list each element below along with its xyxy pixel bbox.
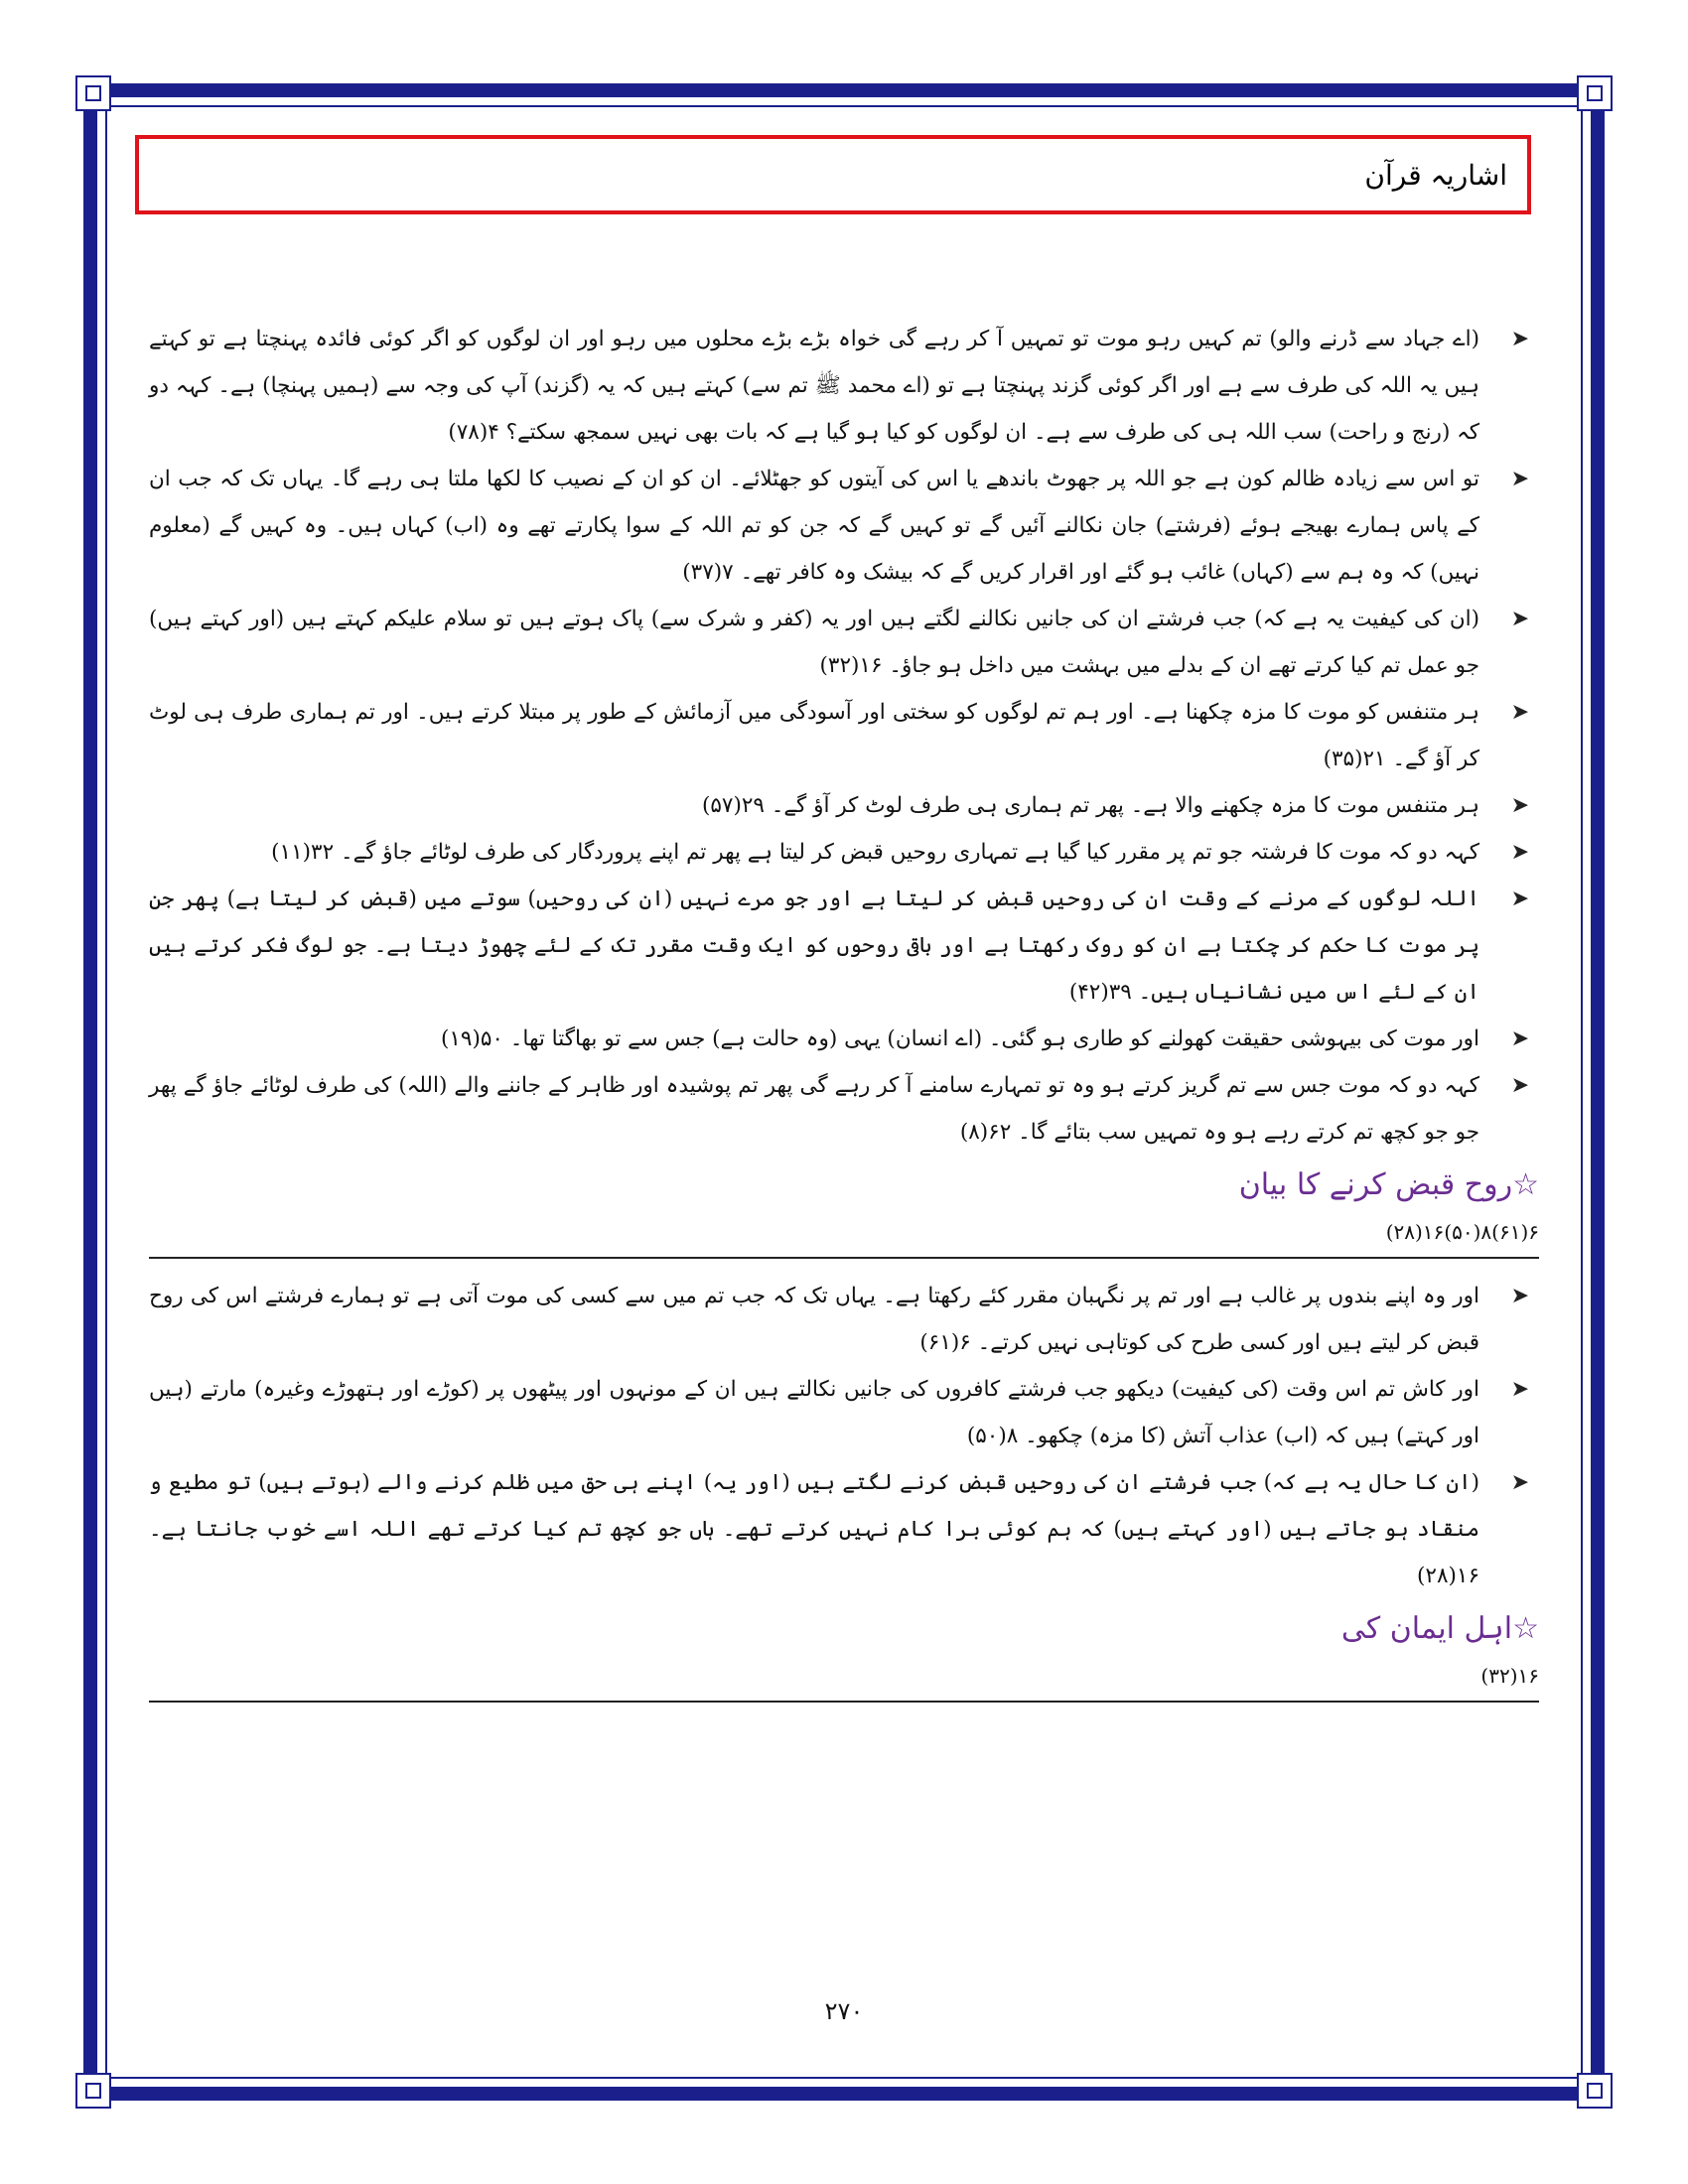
entry [149, 1366, 1539, 1459]
entry-text: ہر متنفس کو موت کا مزہ چکھنا ہے۔ اور ہم تم لوگوں کو سختی اور آسودگی میں آزمائش کے طور پر مبتلا کرتے ہیں۔ اور تم ہماری طرف ہی لوٹ کر آؤ گے۔ ۲۱(۳۵) [149, 700, 1479, 771]
entry [149, 689, 1539, 782]
arrow-bullet-icon: ➤ [1510, 1470, 1529, 1495]
section-heading-text: اہل ایمان کی [1340, 1611, 1513, 1646]
header-box [135, 135, 1531, 214]
reference-line: ۱۶(۳۲) [1480, 1664, 1539, 1688]
arrow-bullet-icon: ➤ [1510, 793, 1529, 818]
page-number: ۲۷۰ [824, 1997, 864, 2025]
corner-ornament [75, 2073, 111, 2109]
arrow-bullet-icon: ➤ [1510, 1073, 1529, 1098]
page-title: اشاریہ قرآن [1364, 158, 1507, 192]
star-icon: ☆ [1512, 1611, 1539, 1646]
section-heading-text: روح قبض کرنے کا بیان [1238, 1167, 1513, 1202]
entry [149, 782, 1539, 829]
entry-text: اور وہ اپنے بندوں پر غالب ہے اور تم پر نگہبان مقرر کئے رکھتا ہے۔ یہاں تک کہ جب تم میں سے کسی کی موت آتی ہے تو ہمارے فرشتے اس کی روح قبض کر لیتے ہیں اور کسی طرح کی کوتاہی نہیں کرتے۔ ۶(۶۱) [149, 1284, 1479, 1355]
arrow-bullet-icon: ➤ [1510, 887, 1529, 911]
entry-text: کہہ دو کہ موت جس سے تم گریز کرتے ہو وہ تو تمہارے سامنے آ کر رہے گی پھر تم پوشیدہ اور ظاہر کے جاننے والے (اللہ) کی طرف لوٹائے جاؤ گے پھر جو جو کچھ تم کرتے رہے ہو وہ تمہیں سب بتائے گا۔ ۶۲(۸) [149, 1073, 1479, 1145]
arrow-bullet-icon: ➤ [1510, 327, 1529, 351]
entry-text: (ان کا حال یہ ہے کہ) جب فرشتے ان کی روحیں قبض کرنے لگتے ہیں (اور یہ) اپنے ہی حق میں ظلم کرنے والے (ہوتے ہیں) تو مطیع و منقاد ہو جاتے ہیں (اور کہتے ہیں) کہ ہم کوئی برا کام نہیں کرتے تھے۔ ہاں جو کچھ تم کیا کرتے تھے اللہ اسے خوب جانتا ہے۔ ۱۶(۲۸) [149, 1470, 1479, 1588]
entry-text: اور موت کی بیہوشی حقیقت کھولنے کو طاری ہو گئی۔ (اے انسان) یہی (وہ حالت ہے) جس سے تو بھاگتا تھا۔ ۵۰(۱۹) [440, 1026, 1479, 1051]
arrow-bullet-icon: ➤ [1510, 1377, 1529, 1402]
entry [149, 1016, 1539, 1062]
arrow-bullet-icon: ➤ [1510, 467, 1529, 491]
entry [149, 829, 1539, 876]
entry [149, 1273, 1539, 1366]
entry-text: تو اس سے زیادہ ظالم کون ہے جو اللہ پر جھوٹ باندھے یا اس کی آیتوں کو جھٹلائے۔ ان کو ان کے نصیب کا لکھا ملتا ہی رہے گا۔ یہاں تک کہ جب ان کے پاس ہمارے بھیجے ہوئے (فرشتے) جان نکالنے آئیں گے تو کہیں گے کہ جن کو تم اللہ کے سوا پکارتے تھے وہ (اب) کہاں ہیں۔ وہ کہیں گے (معلوم نہیں) کہ وہ ہم سے (کہاں) غائب ہو گئے اور اقرار کریں گے کہ بیشک وہ کافر تھے۔ ۷(۳۷) [149, 467, 1479, 585]
entry [149, 1062, 1539, 1156]
arrow-bullet-icon: ➤ [1510, 607, 1529, 631]
divider [149, 1701, 1539, 1703]
entry [149, 596, 1539, 689]
corner-ornament [1577, 2073, 1613, 2109]
section-heading [149, 1603, 1539, 1655]
arrow-bullet-icon: ➤ [1510, 1284, 1529, 1308]
entry [149, 876, 1539, 1016]
entry-text: (اے جہاد سے ڈرنے والو) تم کہیں رہو موت تو تمہیں آ کر رہے گی خواہ بڑے بڑے محلوں میں رہو اور ان لوگوں کو اگر کوئی فائدہ پہنچتا ہے تو کہتے ہیں یہ اللہ کی طرف سے ہے اور اگر کوئی گزند پہنچتا ہے تو (اے محمد ﷺ تم سے) کہتے ہیں کہ یہ (گزند) آپ کی وجہ سے (ہمیں پہنچا) ہے۔ کہہ دو کہ (رنج و راحت) سب اللہ ہی کی طرف سے ہے۔ ان لوگوں کو کیا ہو گیا ہے کہ بات بھی نہیں سمجھ سکتے؟ ۴(۷۸) [149, 327, 1479, 445]
arrow-bullet-icon: ➤ [1510, 700, 1529, 725]
section-heading [149, 1160, 1539, 1211]
arrow-bullet-icon: ➤ [1510, 840, 1529, 865]
star-icon: ☆ [1512, 1167, 1539, 1202]
corner-ornament [1577, 75, 1613, 111]
divider [149, 1257, 1539, 1259]
corner-ornament [75, 75, 111, 111]
entry [149, 456, 1539, 596]
entry [149, 316, 1539, 456]
entry-text: (ان کی کیفیت یہ ہے کہ) جب فرشتے ان کی جانیں نکالنے لگتے ہیں اور یہ (کفر و شرک سے) پاک ہوتے ہیں تو سلام علیکم کہتے ہیں (اور کہتے ہیں) جو عمل تم کیا کرتے تھے ان کے بدلے میں بہشت میں داخل ہو جاؤ۔ ۱۶(۳۲) [149, 607, 1479, 678]
content-area [149, 316, 1539, 1716]
entry-text: کہہ دو کہ موت کا فرشتہ جو تم پر مقرر کیا گیا ہے تمہاری روحیں قبض کر لیتا ہے پھر تم اپنے پروردگار کی طرف لوٹائے جاؤ گے۔ ۳۲(۱۱) [271, 840, 1479, 865]
entry-text: اور کاش تم اس وقت (کی کیفیت) دیکھو جب فرشتے کافروں کی جانیں نکالتے ہیں ان کے مونہوں اور پیٹھوں پر (کوڑے اور ہتھوڑے وغیرہ) مارتے (ہیں اور کہتے) ہیں کہ (اب) عذاب آتش (کا مزہ) چکھو۔ ۸(۵۰) [149, 1377, 1479, 1448]
entry-text: اللہ لوگوں کے مرنے کے وقت ان کی روحیں قبض کر لیتا ہے اور جو مرے نہیں (ان کی روحیں) سوتے میں (قبض کر لیتا ہے) پھر جن پر موت کا حکم کر چکتا ہے ان کو روک رکھتا ہے اور باقی روحوں کو ایک وقت مقرر تک کے لئے چھوڑ دیتا ہے۔ جو لوگ فکر کرتے ہیں ان کے لئے اس میں نشانیاں ہیں۔ ۳۹(۴۲) [149, 887, 1479, 1005]
reference-line: ۶(۶۱)۸(۵۰)۱۶(۲۸) [1385, 1220, 1539, 1244]
arrow-bullet-icon: ➤ [1510, 1026, 1529, 1051]
entry [149, 1459, 1539, 1599]
entry-text: ہر متنفس موت کا مزہ چکھنے والا ہے۔ پھر تم ہماری ہی طرف لوٹ کر آؤ گے۔ ۲۹(۵۷) [701, 793, 1479, 818]
